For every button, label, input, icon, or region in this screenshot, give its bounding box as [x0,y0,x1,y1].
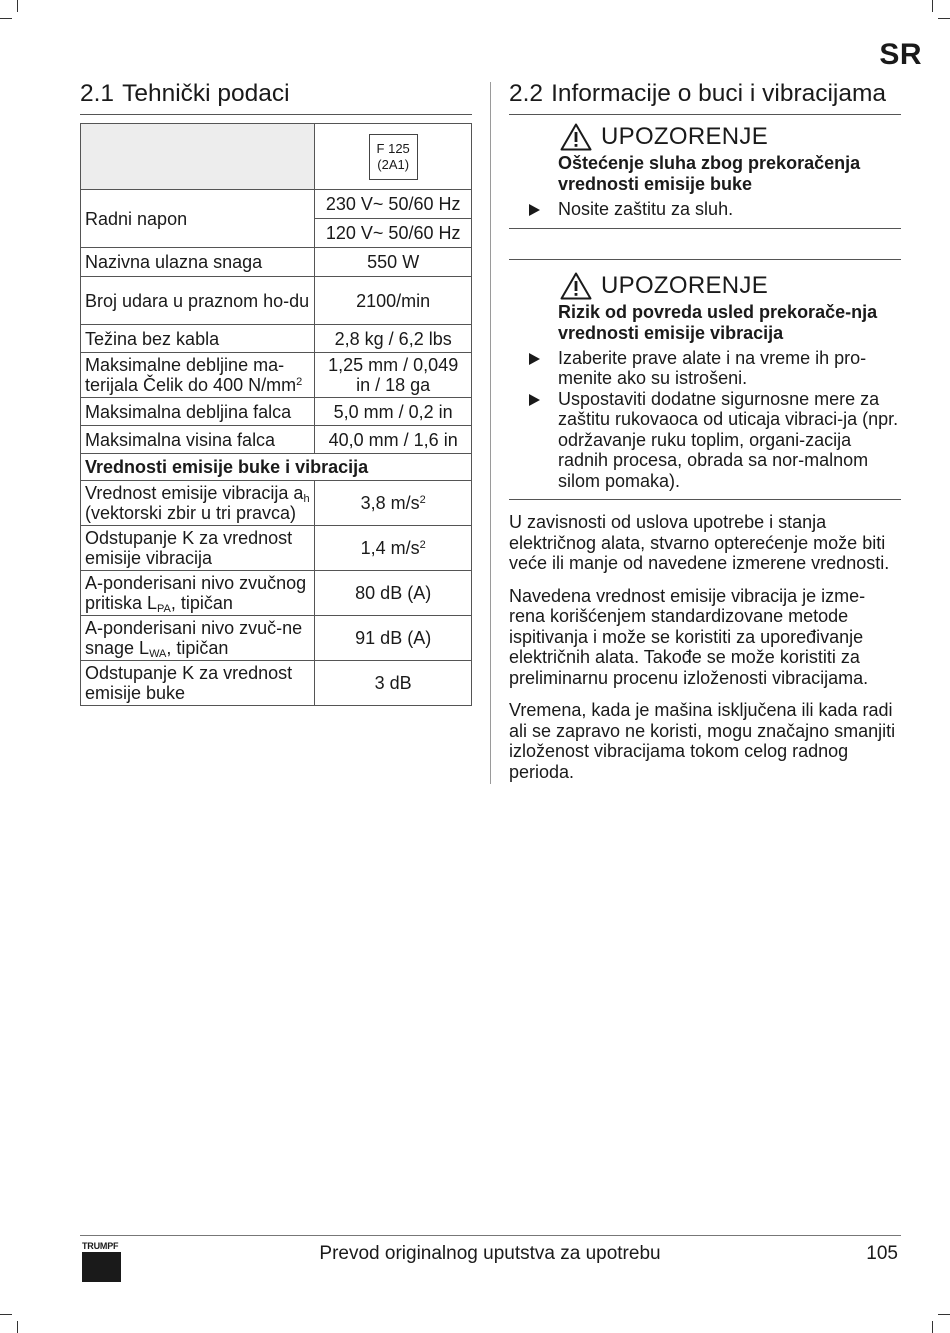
warning-header [509,270,901,302]
crop-mark [17,1321,18,1333]
row-label: Radni napon [81,190,315,248]
table-row [81,398,472,426]
section-title: Informacije o buci i vibracijama [551,80,887,107]
section-heading-noise-vibration [509,78,901,115]
table-section-row [81,454,472,481]
row-value: 1,25 mm / 0,049 in / 18 ga [315,353,472,398]
warning-header [509,121,901,153]
section-row-heading: Vrednosti emisije buke i vibracija [81,454,472,481]
technical-data-table [80,123,472,706]
warning-list [509,348,901,492]
model-cell [315,124,472,190]
warning-title: UPOZORENJE [601,123,769,150]
table-corner-cell [81,124,315,190]
language-code: SR [879,38,922,71]
row-label [81,571,315,616]
row-value: 91 dB (A) [315,616,472,661]
warning-hearing [509,121,901,229]
subscript: PA [157,603,171,615]
row-value: 80 dB (A) [315,571,472,616]
subscript: h [303,493,310,505]
value-text: 1,4 m/s [360,538,420,558]
paragraph: Navedena vrednost emisije vibracija je izme-rena korišćenjem standardizovane metode ispitivanja i može se koristiti za upoređivanje električnih alata. Takođe se može koristiti za preliminarnu procenu izloženosti vibracijama. [509,585,869,688]
list-item: Uspostaviti dodatne sigurnosne mere za zaštitu rukovaoca od uticaja vibraci-ja (npr. održavanje ruku toplim, organi-zacija radnih procesa, obrada sa nor-malnom silom pomaka). [509,389,901,492]
table-row [81,571,472,616]
table-row [81,353,472,398]
technical-data-section [80,78,472,706]
table-row [81,248,472,277]
footer-title: Prevod originalnog uputstva za upotrebu [319,1243,661,1264]
table-row [81,526,472,571]
list-item: Izaberite prave alate i na vreme ih pro-menite ako su istrošeni. [509,348,901,389]
row-value: 5,0 mm / 0,2 in [315,398,472,426]
page-number: 105 [866,1243,898,1264]
superscript: 2 [296,376,303,388]
row-label: Nazivna ulazna snaga [81,248,315,277]
warning-triangle-icon [560,272,592,300]
crop-mark [17,0,18,12]
row-value: 3 dB [315,661,472,706]
row-value: 40,0 mm / 1,6 in [315,426,472,454]
superscript: 2 [419,539,426,551]
warning-subtitle: Rizik od povreda usled prekorače-nja vrednosti emisije vibracija [558,301,878,343]
row-value: 2100/min [315,277,472,325]
paragraph: U zavisnosti od uslova upotrebe i stanja električnog alata, stvarno opterećenje može biti veće ili manje od navedene izmerene vrednosti. [509,512,890,573]
row-label-text: A-ponderisani nivo zvučnog pritiska L [85,573,307,613]
value-text: 3,8 m/s [360,493,420,513]
table-row [81,426,472,454]
row-label [81,481,315,526]
row-label: Odstupanje K za vrednost emisije buke [81,661,315,706]
section-heading-technical-data [80,78,472,115]
voltage-value-230: 230 V~ 50/60 Hz [325,194,461,214]
row-label [81,353,315,398]
table-row [81,481,472,526]
row-value [315,190,472,248]
row-label: Broj udara u praznom ho-du [81,277,315,325]
row-label: Maksimalna debljina falca [81,398,315,426]
crop-mark [0,18,12,19]
list-item: Nosite zaštitu za sluh. [509,199,901,220]
crop-mark [0,1314,12,1315]
crop-mark [938,18,950,19]
warning-title: UPOZORENJE [601,271,769,299]
footer-rule [80,1235,901,1236]
warning-vibration [509,259,901,501]
row-label-text: Vrednost emisije vibracija a [85,483,304,503]
section-number: 2.1 [80,80,115,107]
row-value [315,526,472,571]
warning-triangle-icon [560,123,592,151]
warning-list [509,199,901,220]
row-label: Odstupanje K za vrednost emisije vibracija [81,526,315,571]
table-row [81,277,472,325]
row-value: 2,8 kg / 6,2 lbs [315,325,472,353]
crop-mark [932,1321,933,1333]
paragraph: Vremena, kada je mašina isključena ili kada radi ali se zapravo ne koristi, mogu značajno smanjiti izloženost vibracijama tokom celog radnog perioda. [509,700,896,782]
superscript: 2 [419,494,426,506]
table-row [81,661,472,706]
table-row [81,616,472,661]
model-name: F 125 [376,140,410,156]
crop-mark [938,1314,950,1315]
warning-subtitle: Oštećenje sluha zbog prekoračenja vrednosti emisije buke [558,153,861,194]
noise-vibration-section [509,78,901,782]
row-label-text: , tipičan [170,593,233,613]
model-variant: (2A1) [377,156,410,172]
row-label-text: A-ponderisani nivo zvuč-ne snage L [85,618,303,658]
voltage-value-120: 120 V~ 50/60 Hz [315,218,471,247]
model-box [369,134,418,180]
subscript: WA [149,648,167,660]
brand-name: TRUMPF [82,1241,119,1251]
table-header-row [81,124,472,190]
section-title: Tehnički podaci [122,80,290,107]
section-number: 2.2 [509,80,544,107]
row-value [315,481,472,526]
row-label: Maksimalna visina falca [81,426,315,454]
row-label [81,616,315,661]
row-label-text: (vektorski zbir u tri pravca) [85,503,297,523]
row-label-text: , tipičan [166,638,229,658]
row-label-text: Maksimalne debljine ma-terijala Čelik do 400 N/mm [85,355,297,395]
crop-mark [932,0,933,12]
table-row [81,325,472,353]
row-value: 550 W [315,248,472,277]
row-label: Težina bez kabla [81,325,315,353]
column-divider [490,82,491,784]
table-row [81,190,472,248]
